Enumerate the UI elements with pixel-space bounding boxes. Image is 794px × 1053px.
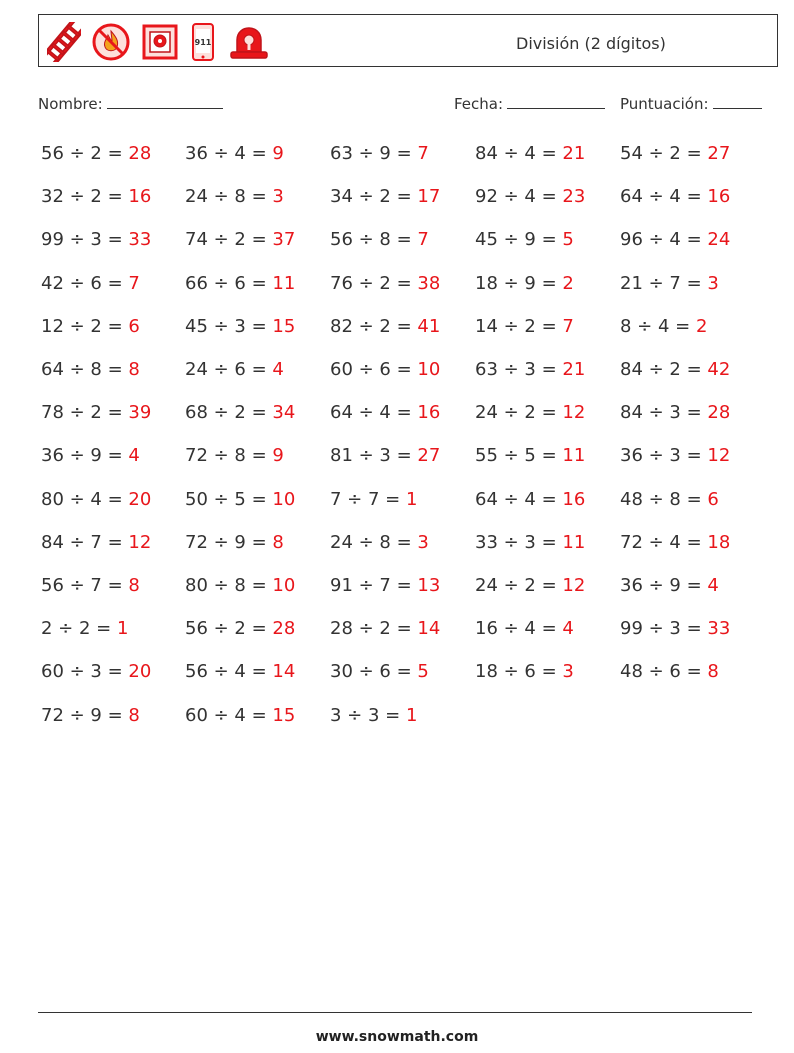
no-fire-icon	[91, 22, 131, 62]
problem-answer: 41	[417, 315, 441, 337]
problem-answer: 7	[562, 315, 574, 337]
problem-question: 21 ÷ 7 =	[620, 272, 708, 294]
problem-item	[185, 359, 284, 380]
problem-question: 72 ÷ 8 =	[185, 445, 273, 467]
problem-item	[330, 143, 429, 164]
problem-item	[41, 575, 140, 596]
problem-answer: 18	[707, 531, 731, 553]
problem-answer: 12	[707, 445, 731, 467]
problem-answer: 9	[272, 143, 284, 164]
problem-item	[620, 143, 730, 164]
problem-answer: 4	[707, 575, 719, 596]
problem-answer: 1	[405, 704, 418, 726]
problem-item	[185, 273, 295, 294]
problem-question: 99 ÷ 3 =	[620, 618, 708, 640]
problem-answer: 8	[707, 661, 719, 683]
problem-item	[620, 489, 719, 510]
problem-answer: 10	[417, 359, 441, 380]
problem-item	[41, 618, 128, 639]
problem-answer: 14	[417, 618, 441, 640]
problem-question: 36 ÷ 3 =	[620, 445, 708, 467]
problem-question: 30 ÷ 6 =	[330, 661, 418, 683]
problem-answer: 5	[417, 661, 429, 683]
problem-question: 92 ÷ 4 =	[475, 186, 563, 208]
problem-item	[475, 186, 585, 207]
problem-answer: 16	[562, 488, 586, 510]
problem-answer: 39	[128, 402, 152, 424]
problem-answer: 42	[707, 359, 731, 380]
problem-question: 76 ÷ 2 =	[330, 272, 418, 294]
problem-item	[185, 575, 295, 596]
problem-answer: 15	[272, 315, 296, 337]
problem-answer: 16	[128, 186, 152, 208]
problem-question: 84 ÷ 7 =	[41, 531, 129, 553]
problem-item	[330, 705, 417, 726]
problem-answer: 8	[272, 531, 284, 553]
problem-question: 74 ÷ 2 =	[185, 229, 273, 251]
problem-item	[185, 705, 295, 726]
worksheet-title: División (2 dígitos)	[516, 34, 666, 53]
problem-item	[185, 402, 295, 423]
problem-answer: 4	[562, 618, 574, 640]
problem-answer: 12	[562, 575, 586, 596]
problem-answer: 6	[707, 488, 719, 510]
problem-answer: 10	[272, 488, 296, 510]
problem-item	[41, 661, 151, 682]
problem-question: 32 ÷ 2 =	[41, 186, 129, 208]
score-blank[interactable]	[713, 94, 762, 109]
problem-question: 84 ÷ 4 =	[475, 143, 563, 164]
problem-answer: 2	[562, 272, 574, 294]
problem-item	[475, 575, 585, 596]
problem-question: 18 ÷ 9 =	[475, 272, 563, 294]
problem-answer: 1	[405, 488, 418, 510]
problem-answer: 11	[562, 531, 586, 553]
problem-answer: 4	[128, 445, 140, 467]
problem-answer: 33	[128, 229, 152, 251]
problem-question: 84 ÷ 3 =	[620, 402, 708, 424]
problem-question: 24 ÷ 8 =	[185, 186, 273, 208]
phone-911-text: 911	[194, 38, 212, 47]
problem-answer: 11	[272, 272, 296, 294]
problem-question: 80 ÷ 4 =	[41, 488, 129, 510]
problem-question: 36 ÷ 4 =	[185, 143, 273, 164]
problem-question: 50 ÷ 5 =	[185, 488, 273, 510]
problem-question: 8 ÷ 4 =	[620, 315, 696, 337]
problem-item	[330, 532, 429, 553]
problem-question: 54 ÷ 2 =	[620, 143, 708, 164]
problem-answer: 8	[128, 575, 140, 596]
problem-item	[330, 186, 440, 207]
problem-item	[475, 316, 574, 337]
problem-answer: 7	[417, 229, 429, 251]
problem-question: 56 ÷ 7 =	[41, 575, 129, 596]
problem-question: 60 ÷ 3 =	[41, 661, 129, 683]
problem-answer: 3	[417, 531, 429, 553]
problem-answer: 20	[128, 488, 152, 510]
problem-item	[330, 316, 440, 337]
problem-answer: 7	[128, 272, 140, 294]
problem-item	[475, 402, 585, 423]
problem-question: 33 ÷ 3 =	[475, 531, 563, 553]
problem-question: 82 ÷ 2 =	[330, 315, 418, 337]
problem-item	[41, 445, 140, 466]
problem-question: 28 ÷ 2 =	[330, 618, 418, 640]
problem-question: 18 ÷ 6 =	[475, 661, 563, 683]
problem-item	[620, 229, 730, 250]
problem-answer: 34	[272, 402, 296, 424]
problem-answer: 8	[128, 704, 140, 726]
problem-answer: 16	[417, 402, 441, 424]
problem-question: 72 ÷ 9 =	[41, 704, 129, 726]
problem-question: 66 ÷ 6 =	[185, 272, 273, 294]
problem-answer: 21	[562, 143, 586, 164]
problem-item	[620, 186, 730, 207]
date-blank[interactable]	[507, 94, 605, 109]
problem-answer: 12	[562, 402, 586, 424]
problem-answer: 38	[417, 272, 441, 294]
problem-item	[185, 143, 284, 164]
problem-answer: 23	[562, 186, 586, 208]
problem-question: 64 ÷ 4 =	[330, 402, 418, 424]
problem-answer: 7	[417, 143, 429, 164]
problem-item	[330, 359, 440, 380]
problem-question: 64 ÷ 4 =	[620, 186, 708, 208]
problem-question: 24 ÷ 6 =	[185, 359, 273, 380]
problem-question: 63 ÷ 3 =	[475, 359, 563, 380]
problem-question: 36 ÷ 9 =	[41, 445, 129, 467]
problem-item	[475, 143, 585, 164]
problem-question: 14 ÷ 2 =	[475, 315, 563, 337]
problem-question: 56 ÷ 4 =	[185, 661, 273, 683]
problem-question: 2 ÷ 2 =	[41, 618, 117, 640]
problem-question: 72 ÷ 9 =	[185, 531, 273, 553]
problem-answer: 21	[562, 359, 586, 380]
problem-item	[41, 143, 151, 164]
problem-answer: 14	[272, 661, 296, 683]
problem-question: 72 ÷ 4 =	[620, 531, 708, 553]
problem-answer: 17	[417, 186, 441, 208]
problem-answer: 2	[695, 315, 708, 337]
problem-question: 56 ÷ 8 =	[330, 229, 418, 251]
problem-answer: 27	[707, 143, 731, 164]
name-field	[38, 94, 223, 113]
problem-item	[475, 273, 574, 294]
date-label: Fecha:	[454, 95, 504, 113]
problem-answer: 20	[128, 661, 152, 683]
problem-item	[620, 316, 707, 337]
problem-item	[475, 618, 574, 639]
score-label: Puntuación:	[620, 95, 709, 113]
problem-item	[185, 618, 295, 639]
problem-question: 91 ÷ 7 =	[330, 575, 418, 596]
problem-item	[185, 532, 284, 553]
problem-item	[475, 229, 574, 250]
problem-item	[185, 445, 284, 466]
problem-item	[41, 359, 140, 380]
problem-question: 63 ÷ 9 =	[330, 143, 418, 164]
problem-answer: 10	[272, 575, 296, 596]
problem-question: 16 ÷ 4 =	[475, 618, 563, 640]
problem-item	[330, 575, 440, 596]
problem-item	[620, 445, 730, 466]
problem-question: 36 ÷ 9 =	[620, 575, 708, 596]
problem-question: 24 ÷ 8 =	[330, 531, 418, 553]
problem-item	[475, 661, 574, 682]
footer-url: www.snowmath.com	[315, 1029, 479, 1045]
problem-answer: 28	[707, 402, 731, 424]
problem-item	[475, 359, 585, 380]
icon-strip	[47, 22, 271, 62]
problem-item	[620, 661, 719, 682]
footer-divider	[38, 1012, 752, 1013]
problem-question: 45 ÷ 3 =	[185, 315, 273, 337]
problem-item	[41, 229, 151, 250]
problem-question: 60 ÷ 4 =	[185, 704, 273, 726]
name-label: Nombre:	[38, 95, 103, 113]
problem-question: 78 ÷ 2 =	[41, 402, 129, 424]
problem-answer: 16	[707, 186, 731, 208]
problem-answer: 4	[272, 359, 284, 380]
problem-answer: 12	[128, 531, 152, 553]
problem-item	[475, 489, 585, 510]
problem-item	[41, 186, 151, 207]
problem-item	[330, 229, 429, 250]
problem-item	[620, 575, 719, 596]
problem-answer: 24	[707, 229, 731, 251]
problem-question: 56 ÷ 2 =	[41, 143, 129, 164]
problem-answer: 6	[128, 315, 140, 337]
problem-answer: 15	[272, 704, 296, 726]
problem-item	[330, 489, 417, 510]
problem-question: 60 ÷ 6 =	[330, 359, 418, 380]
problem-question: 84 ÷ 2 =	[620, 359, 708, 380]
problem-question: 81 ÷ 3 =	[330, 445, 418, 467]
problem-item	[620, 359, 730, 380]
problem-item	[330, 402, 440, 423]
problem-answer: 13	[417, 575, 441, 596]
problem-item	[41, 316, 140, 337]
problem-item	[185, 186, 284, 207]
problem-question: 42 ÷ 6 =	[41, 272, 129, 294]
problem-question: 45 ÷ 9 =	[475, 229, 563, 251]
problem-question: 68 ÷ 2 =	[185, 402, 273, 424]
score-field	[620, 94, 762, 113]
problem-item	[475, 445, 585, 466]
problem-answer: 8	[128, 359, 140, 380]
problem-item	[330, 445, 440, 466]
problem-item	[330, 661, 429, 682]
problem-answer: 3	[562, 661, 574, 683]
problem-answer: 9	[272, 445, 284, 467]
problem-item	[41, 489, 151, 510]
problem-answer: 1	[116, 618, 129, 640]
problem-item	[185, 489, 295, 510]
problem-question: 80 ÷ 8 =	[185, 575, 273, 596]
problem-question: 34 ÷ 2 =	[330, 186, 418, 208]
problem-item	[185, 229, 295, 250]
problem-question: 64 ÷ 8 =	[41, 359, 129, 380]
problem-question: 99 ÷ 3 =	[41, 229, 129, 251]
worksheet-header	[38, 14, 778, 67]
problem-question: 12 ÷ 2 =	[41, 315, 129, 337]
problem-question: 3 ÷ 3 =	[330, 704, 406, 726]
problem-answer: 28	[272, 618, 296, 640]
problem-answer: 11	[562, 445, 586, 467]
problem-answer: 37	[272, 229, 296, 251]
problem-question: 96 ÷ 4 =	[620, 229, 708, 251]
siren-icon	[227, 22, 271, 62]
phone-911-icon	[189, 22, 217, 62]
problem-item	[620, 618, 730, 639]
problem-item	[620, 532, 730, 553]
ladder-icon	[47, 22, 81, 62]
problem-answer: 33	[707, 618, 731, 640]
problem-item	[330, 273, 440, 294]
problem-item	[475, 532, 585, 553]
problem-item	[41, 402, 151, 423]
problem-item	[185, 661, 295, 682]
problem-question: 55 ÷ 5 =	[475, 445, 563, 467]
problem-item	[41, 273, 140, 294]
problem-item	[330, 618, 440, 639]
problem-answer: 3	[707, 272, 719, 294]
name-blank[interactable]	[107, 94, 223, 109]
problem-question: 7 ÷ 7 =	[330, 488, 406, 510]
fire-alarm-icon	[141, 22, 179, 62]
problem-answer: 3	[272, 186, 284, 208]
problem-question: 64 ÷ 4 =	[475, 488, 563, 510]
problem-question: 48 ÷ 6 =	[620, 661, 708, 683]
problem-question: 48 ÷ 8 =	[620, 488, 708, 510]
problem-answer: 5	[562, 229, 574, 251]
date-field	[454, 94, 605, 113]
problem-answer: 27	[417, 445, 441, 467]
problem-item	[41, 532, 151, 553]
problem-question: 24 ÷ 2 =	[475, 402, 563, 424]
problem-question: 56 ÷ 2 =	[185, 618, 273, 640]
problem-item	[185, 316, 295, 337]
problem-item	[620, 273, 719, 294]
problem-question: 24 ÷ 2 =	[475, 575, 563, 596]
problem-answer: 28	[128, 143, 152, 164]
problem-item	[620, 402, 730, 423]
problem-item	[41, 705, 140, 726]
